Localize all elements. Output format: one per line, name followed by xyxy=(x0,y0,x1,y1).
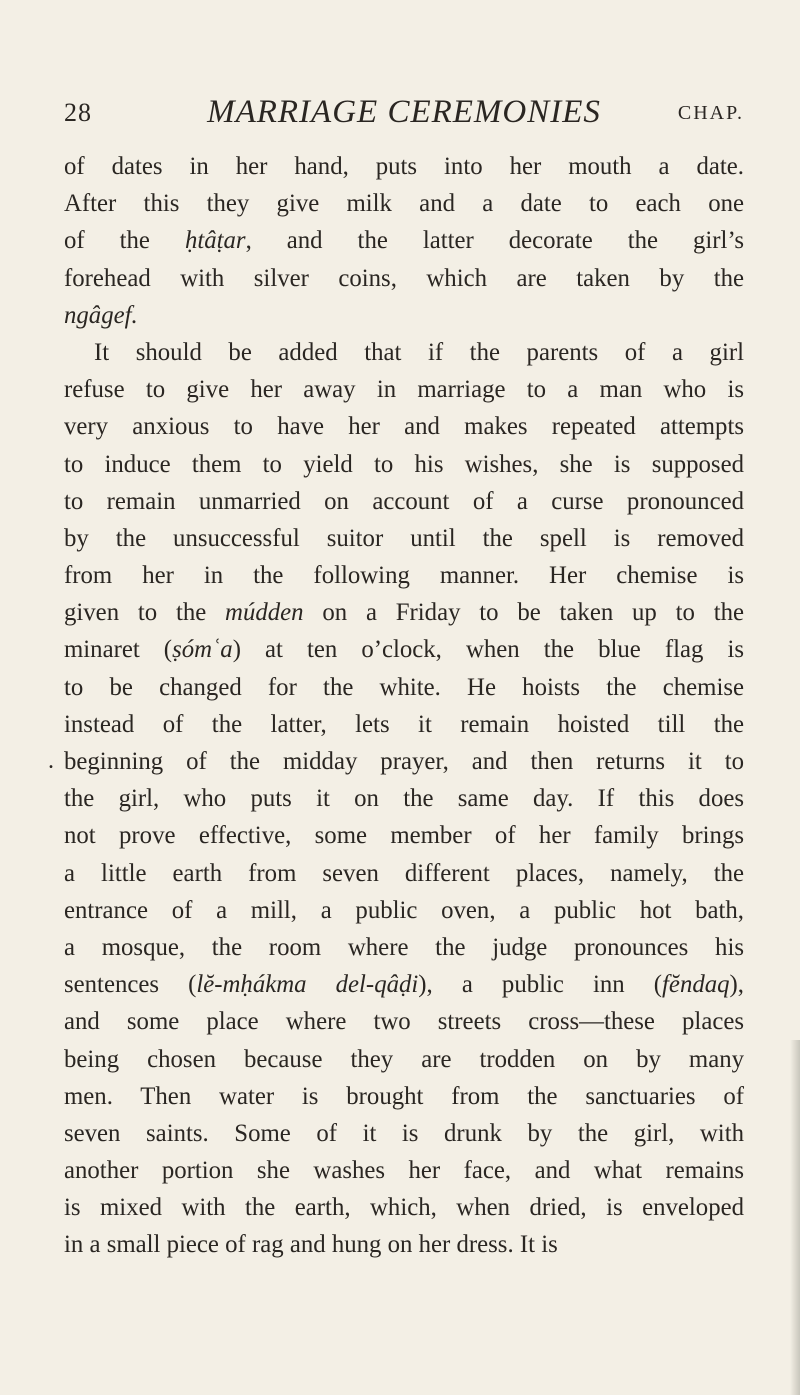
text-run: refuse to give her away in marriage to a man who is xyxy=(64,376,744,404)
text-run: , and the latter decorate the girl’s xyxy=(245,227,744,255)
text-line xyxy=(64,1226,744,1263)
text-run: and some place where two streets cross—these places xyxy=(64,1008,744,1036)
text-line xyxy=(64,297,744,334)
text-line xyxy=(64,966,744,1003)
text-run: very anxious to have her and makes repeated attempts xyxy=(64,413,744,441)
text-line xyxy=(64,371,744,408)
text-run: ), a public inn ( xyxy=(418,971,663,999)
text-run: of dates in her hand, puts into her mouth a date. xyxy=(64,153,744,180)
italic-term: fĕndaq xyxy=(662,971,730,999)
margin-mark: . xyxy=(48,748,54,774)
italic-term: ngâgef. xyxy=(64,301,138,329)
text-line xyxy=(64,1189,744,1226)
text-run: After this they give milk and a date to each one xyxy=(64,190,744,218)
text-run: given to the xyxy=(64,599,226,627)
italic-term: ḥtâṭar xyxy=(184,227,246,255)
text-run: in a small piece of rag and hung on her dress. It is xyxy=(64,1231,558,1259)
text-line xyxy=(64,743,744,780)
chapter-label: CHAP. xyxy=(677,102,744,124)
text-run: ) at ten o’clock, when the blue flag is xyxy=(232,636,744,664)
italic-term: ṣómʿa xyxy=(172,636,233,664)
text-run: sentences ( xyxy=(64,971,197,999)
text-line xyxy=(64,1115,744,1152)
running-header xyxy=(64,92,744,142)
text-line xyxy=(64,1003,744,1040)
text-line xyxy=(64,706,744,743)
text-run: not prove effective, some member of her family brings xyxy=(64,822,744,850)
text-line xyxy=(64,892,744,929)
text-run: of the xyxy=(64,227,185,255)
italic-term: múdden xyxy=(225,599,304,627)
text-line xyxy=(64,855,744,892)
text-run: forehead with silver coins, which are taken by the xyxy=(64,264,744,292)
text-run: entrance of a mill, a public oven, a public hot bath, xyxy=(64,896,744,924)
text-run: the girl, who puts it on the same day. If this does xyxy=(64,785,744,813)
text-run: minaret ( xyxy=(64,636,173,664)
text-line xyxy=(64,557,744,594)
text-line xyxy=(64,780,744,817)
text-line xyxy=(64,669,744,706)
text-run: to induce them to yield to his wishes, she is supposed xyxy=(64,450,744,478)
text-line xyxy=(64,260,744,297)
page-number: 28 xyxy=(64,98,92,127)
text-run: to remain unmarried on account of a curse pronounced xyxy=(64,487,744,515)
text-run: from her in the following manner. Her chemise is xyxy=(64,562,744,590)
text-line xyxy=(64,185,744,222)
page-edge-shadow xyxy=(790,1040,800,1395)
text-line xyxy=(64,1078,744,1115)
body-text xyxy=(64,148,744,1264)
text-run: beginning of the midday prayer, and then returns it to xyxy=(64,748,744,775)
text-run: by the unsuccessful suitor until the spell is removed xyxy=(64,524,744,552)
text-run: is mixed with the earth, which, when dried, is enveloped xyxy=(64,1194,744,1222)
text-line xyxy=(64,408,744,445)
running-title: MARRIAGE CEREMONIES xyxy=(207,94,601,130)
text-run: to be changed for the white. He hoists the chemise xyxy=(64,673,744,701)
text-line xyxy=(64,929,744,966)
text-line xyxy=(64,594,744,631)
text-run: on a Friday to be taken up to the xyxy=(303,599,744,627)
text-line xyxy=(64,1041,744,1078)
text-run: being chosen because they are trodden on by many xyxy=(64,1045,744,1073)
text-run: a little earth from seven different places, namely, the xyxy=(64,859,744,887)
text-line xyxy=(64,446,744,483)
text-run: a mosque, the room where the judge pronounces his xyxy=(64,933,744,961)
text-run: instead of the latter, lets it remain hoisted till the xyxy=(64,710,744,738)
text-run: another portion she washes her face, and what remains xyxy=(64,1157,744,1185)
text-run: ), xyxy=(729,971,745,999)
text-line xyxy=(64,1152,744,1189)
text-line xyxy=(64,631,744,668)
italic-term: lĕ-mḥákma del-qâḍi xyxy=(196,971,419,999)
text-line xyxy=(64,334,744,371)
text-line xyxy=(64,817,744,854)
text-run: seven saints. Some of it is drunk by the girl, with xyxy=(64,1119,744,1147)
text-line xyxy=(64,222,744,259)
text-run: men. Then water is brought from the sanctuaries of xyxy=(64,1082,744,1110)
text-line xyxy=(64,520,744,557)
text-run: It should be added that if the parents of a girl xyxy=(94,338,744,366)
text-line xyxy=(64,483,744,520)
text-line xyxy=(64,148,744,185)
